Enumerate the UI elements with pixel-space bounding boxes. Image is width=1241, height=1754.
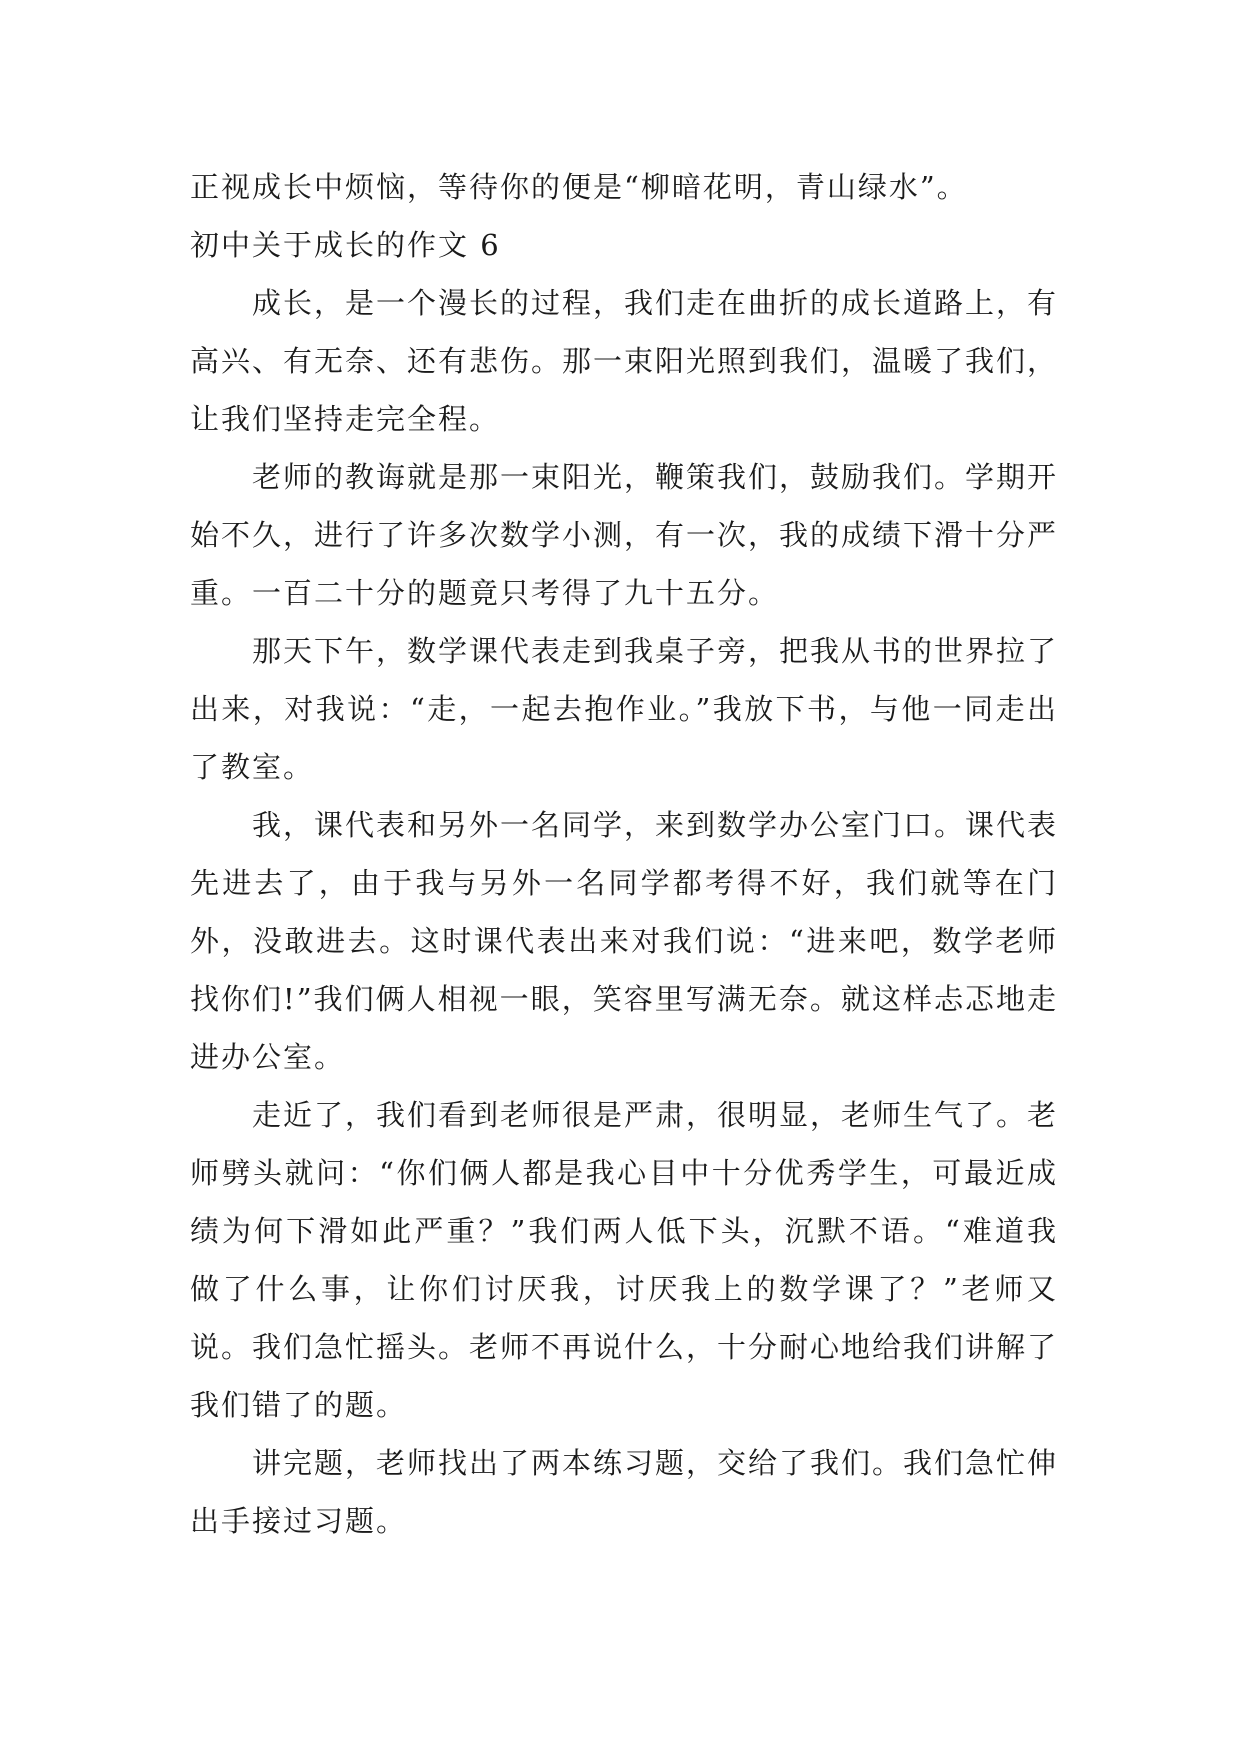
lead-line: 正视成长中烦恼，等待你的便是“柳暗花明，青山绿水”。 <box>190 170 968 204</box>
paragraph-1: 成长，是一个漫长的过程，我们走在曲折的成长道路上，有高兴、有无奈、还有悲伤。那一束阳光照到我们，温暖了我们，让我们坚持走完全程。 <box>190 286 1059 436</box>
paragraph-4: 我，课代表和另外一名同学，来到数学办公室门口。课代表先进去了，由于我与另外一名同学都考得不好，我们就等在门外，没敢进去。这时课代表出来对我们说：“进来吧，数学老师找你们!”我们俩人相视一眼，笑容里写满无奈。就这样忐忑地走进办公室。 <box>190 808 1059 1074</box>
essay-heading: 初中关于成长的作文 6 <box>190 228 501 262</box>
paragraph-5: 走近了，我们看到老师很是严肃，很明显，老师生气了。老师劈头就问：“你们俩人都是我心目中十分优秀学生，可最近成绩为何下滑如此严重？”我们两人低下头，沉默不语。“难道我做了什么事，让你们讨厌我，讨厌我上的数学课了？”老师又说。我们急忙摇头。老师不再说什么，十分耐心地给我们讲解了我们错了的题。 <box>190 1098 1059 1422</box>
paragraph-3: 那天下午，数学课代表走到我桌子旁，把我从书的世界拉了出来，对我说：“走，一起去抱作业。”我放下书，与他一同走出了教室。 <box>190 634 1059 784</box>
document-body <box>190 158 1058 1550</box>
paragraph-2: 老师的教诲就是那一束阳光，鞭策我们，鼓励我们。学期开始不久，进行了许多次数学小测，有一次，我的成绩下滑十分严重。一百二十分的题竟只考得了九十五分。 <box>190 460 1059 610</box>
paragraph-6: 讲完题，老师找出了两本练习题，交给了我们。我们急忙伸出手接过习题。 <box>190 1446 1059 1538</box>
